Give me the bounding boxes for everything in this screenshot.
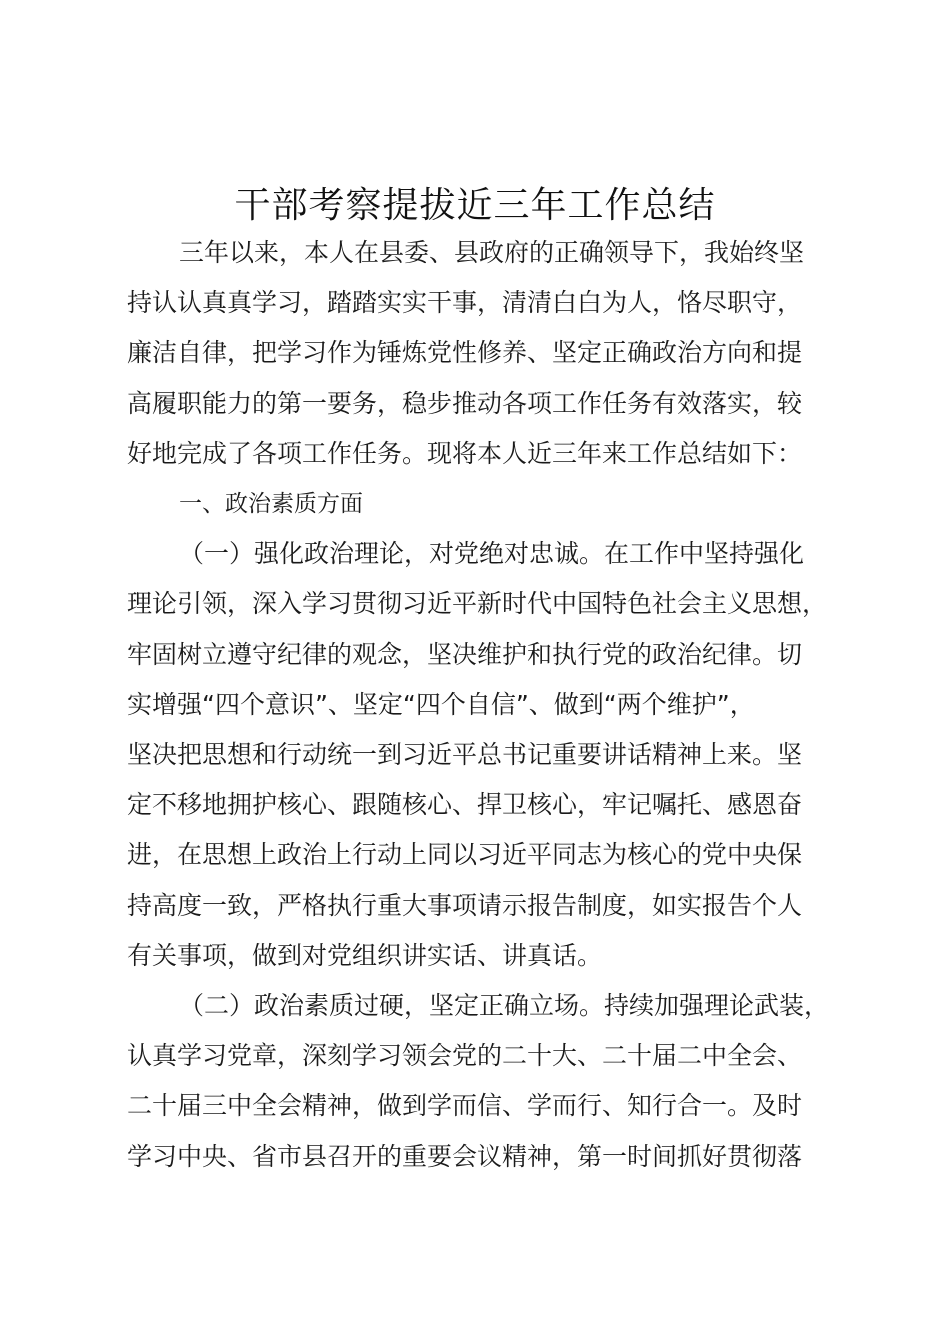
section-heading: 一、政治素质方面 <box>179 491 363 518</box>
document-title: 干部考察提拔近三年工作总结 <box>234 185 716 226</box>
paragraph-line: （二）政治素质过硬，坚定正确立场。持续加强理论武装， <box>179 991 830 1021</box>
paragraph-line: 好地完成了各项工作任务。现将本人近三年来工作总结如下： <box>127 438 803 468</box>
paragraph-line: 三年以来，本人在县委、县政府的正确领导下，我始终坚 <box>179 238 805 267</box>
paragraph-line: 实增强“四个意识”、坚定“四个自信”、做到“两个维护”， <box>127 689 755 719</box>
paragraph-line: 牢固树立遵守纪律的观念，坚决维护和执行党的政治纪律。切 <box>127 639 803 669</box>
paragraph-line: 有关事项，做到对党组织讲实话、讲真话。 <box>127 940 603 970</box>
paragraph-line: 二十届三中全会精神，做到学而信、学而行、知行合一。及时 <box>127 1091 803 1121</box>
paragraph-line: 高履职能力的第一要务，稳步推动各项工作任务有效落实，较 <box>127 388 803 418</box>
paragraph-line: 理论引领，深入学习贯彻习近平新时代中国特色社会主义思想， <box>127 589 828 619</box>
paragraph-line: 定不移地拥护核心、跟随核心、捍卫核心，牢记嘱托、感恩奋 <box>127 790 803 820</box>
paragraph-line: 持认认真真学习，踏踏实实干事，清清白白为人，恪尽职守， <box>127 288 803 318</box>
paragraph-line: 持高度一致，严格执行重大事项请示报告制度，如实报告个人 <box>127 890 803 920</box>
paragraph-line: 学习中央、省市县召开的重要会议精神，第一时间抓好贯彻落 <box>127 1141 803 1171</box>
paragraph-line: 坚决把思想和行动统一到习近平总书记重要讲话精神上来。坚 <box>127 740 803 770</box>
paragraph-line: 认真学习党章，深刻学习领会党的二十大、二十届二中全会、 <box>127 1041 803 1071</box>
paragraph-line: （一）强化政治理论，对党绝对忠诚。在工作中坚持强化 <box>179 539 805 569</box>
paragraph-line: 进，在思想上政治上行动上同以习近平同志为核心的党中央保 <box>127 840 803 870</box>
paragraph-line: 廉洁自律，把学习作为锤炼党性修养、坚定正确政治方向和提 <box>127 338 803 368</box>
document-body <box>127 228 839 1182</box>
